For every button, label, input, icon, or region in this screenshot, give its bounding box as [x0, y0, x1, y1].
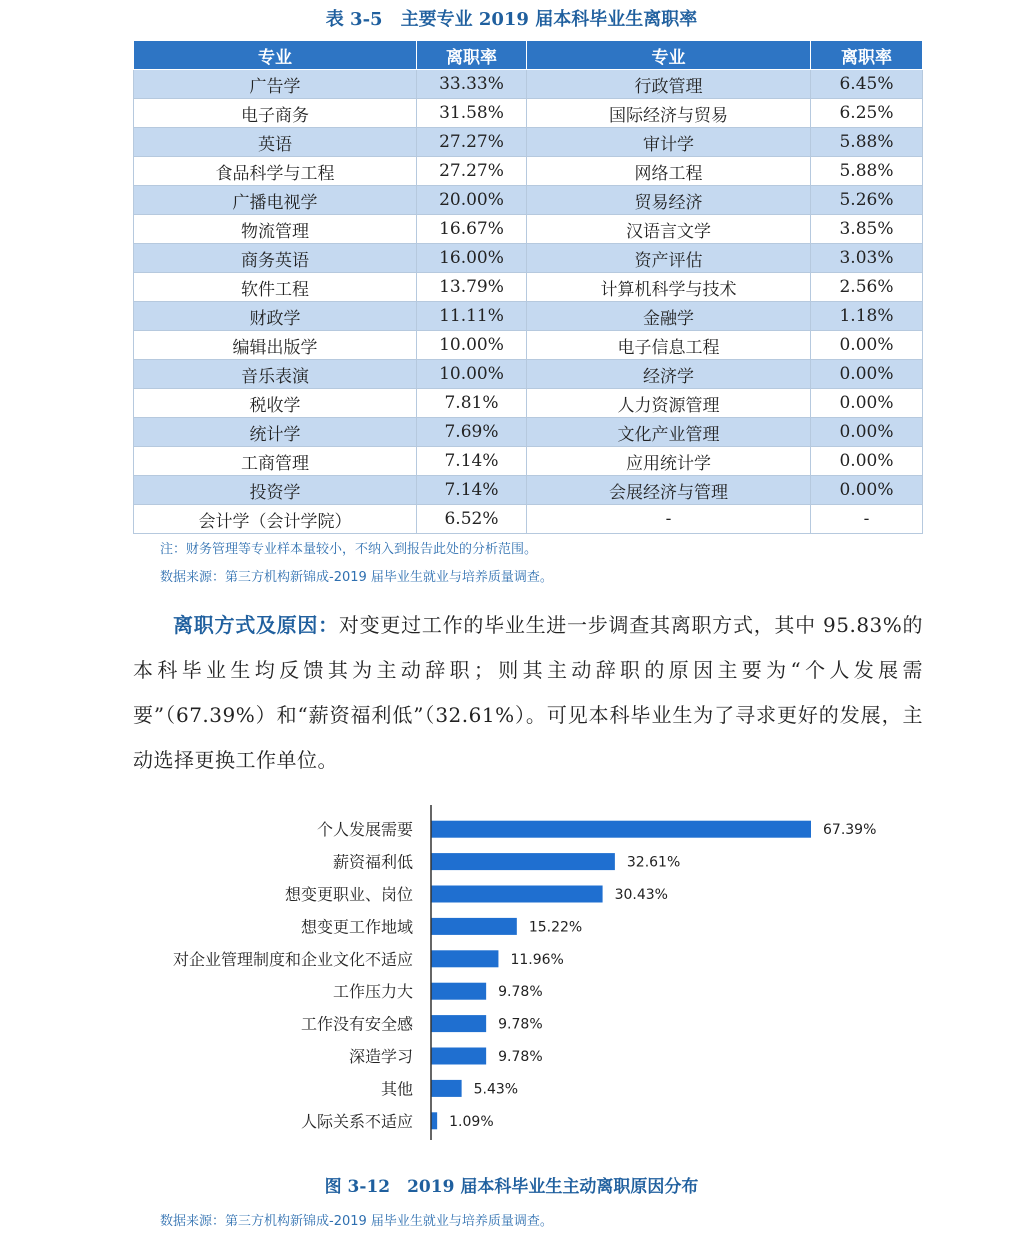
- bar: [431, 1080, 462, 1097]
- major-cell: -: [527, 505, 811, 534]
- major-cell: 广告学: [134, 70, 417, 99]
- table-row: [134, 447, 923, 476]
- value-label: 5.43%: [473, 1081, 519, 1098]
- value-label: 11.96%: [510, 951, 564, 968]
- rate-cell: 3.85%: [811, 215, 923, 244]
- table-note: 注：财务管理等专业样本量较小，不纳入到报告此处的分析范围。: [160, 542, 538, 557]
- category-label: 人际关系不适应: [300, 1111, 413, 1131]
- rate-cell: 13.79%: [417, 273, 527, 302]
- category-label: 其他: [380, 1079, 413, 1099]
- major-cell: 汉语言文学: [527, 215, 811, 244]
- bar: [431, 983, 486, 1000]
- table-row: [134, 157, 923, 186]
- table-row: [134, 128, 923, 157]
- bar: [431, 853, 615, 870]
- category-label: 对企业管理制度和企业文化不适应: [172, 949, 413, 969]
- major-cell: 软件工程: [134, 273, 417, 302]
- rate-cell: -: [811, 505, 923, 534]
- bar: [431, 886, 603, 903]
- category-label: 个人发展需要: [316, 820, 413, 840]
- category-label: 工作没有安全感: [300, 1014, 413, 1034]
- table-row: [134, 186, 923, 215]
- major-cell: 食品科学与工程: [134, 157, 417, 186]
- header-rate-1: 离职率: [417, 41, 527, 70]
- rate-cell: 33.33%: [417, 70, 527, 99]
- rate-cell: 0.00%: [811, 447, 923, 476]
- paragraph-lead: 离职方式及原因：: [173, 613, 339, 637]
- major-cell: 资产评估: [527, 244, 811, 273]
- major-cell: 计算机科学与技术: [527, 273, 811, 302]
- figure-title: 图 3-12 2019 届本科毕业生主动离职原因分布: [324, 1177, 699, 1197]
- major-cell: 人力资源管理: [527, 389, 811, 418]
- value-label: 9.78%: [498, 1016, 543, 1033]
- table-row: [134, 389, 923, 418]
- rate-cell: 6.25%: [811, 99, 923, 128]
- major-cell: 音乐表演: [134, 360, 417, 389]
- table-row: [134, 331, 923, 360]
- bar: [431, 950, 498, 967]
- major-cell: 会展经济与管理: [527, 476, 811, 505]
- major-cell: 文化产业管理: [527, 418, 811, 447]
- bar: [431, 1015, 486, 1032]
- major-cell: 电子信息工程: [527, 331, 811, 360]
- rate-cell: 7.14%: [417, 476, 527, 505]
- value-label: 15.22%: [528, 919, 583, 936]
- major-cell: 投资学: [134, 476, 417, 505]
- table-row: [134, 476, 923, 505]
- major-cell: 贸易经济: [527, 186, 811, 215]
- rate-cell: 1.18%: [811, 302, 923, 331]
- bar: [431, 821, 811, 838]
- rate-cell: 7.69%: [417, 418, 527, 447]
- major-cell: 会计学（会计学院）: [134, 505, 417, 534]
- rate-cell: 5.88%: [811, 157, 923, 186]
- table-row: [134, 273, 923, 302]
- major-cell: 广播电视学: [134, 186, 417, 215]
- rate-cell: 10.00%: [417, 331, 527, 360]
- figure-source: 数据来源：第三方机构新锦成-2019 届毕业生就业与培养质量调查。: [160, 1214, 553, 1229]
- value-label: 9.78%: [498, 1049, 543, 1065]
- rate-cell: 0.00%: [811, 476, 923, 505]
- body-paragraph: [133, 603, 923, 783]
- major-cell: 财政学: [134, 302, 417, 331]
- bar: [431, 1112, 437, 1129]
- category-label: 想变更职业、岗位: [284, 885, 413, 904]
- rate-cell: 11.11%: [417, 302, 527, 331]
- rate-cell: 0.00%: [811, 331, 923, 360]
- table-source: 数据来源：第三方机构新锦成-2019 届毕业生就业与培养质量调查。: [160, 570, 553, 585]
- rate-cell: 7.81%: [417, 389, 527, 418]
- major-cell: 物流管理: [134, 215, 417, 244]
- rate-cell: 5.88%: [811, 128, 923, 157]
- category-label: 工作压力大: [332, 982, 413, 1002]
- rate-cell: 0.00%: [811, 418, 923, 447]
- major-cell: 金融学: [527, 302, 811, 331]
- rate-cell: 6.45%: [811, 70, 923, 99]
- table-body: [134, 70, 923, 534]
- turnover-rate-table: [133, 40, 923, 534]
- major-cell: 电子商务: [134, 99, 417, 128]
- major-cell: 编辑出版学: [134, 331, 417, 360]
- rate-cell: 27.27%: [417, 128, 527, 157]
- rate-cell: 20.00%: [417, 186, 527, 215]
- major-cell: 英语: [134, 128, 417, 157]
- rate-cell: 16.00%: [417, 244, 527, 273]
- category-label: 深造学习: [348, 1047, 413, 1066]
- rate-cell: 10.00%: [417, 360, 527, 389]
- table-row: [134, 302, 923, 331]
- rate-cell: 27.27%: [417, 157, 527, 186]
- major-cell: 应用统计学: [527, 447, 811, 476]
- bar: [431, 1048, 486, 1065]
- rate-cell: 0.00%: [811, 360, 923, 389]
- rate-cell: 5.26%: [811, 186, 923, 215]
- table-row: [134, 215, 923, 244]
- value-label: 9.78%: [498, 984, 543, 1001]
- rate-cell: 6.52%: [417, 505, 527, 534]
- table-header-row: [134, 41, 923, 70]
- rate-cell: 16.67%: [417, 215, 527, 244]
- rate-cell: 7.14%: [417, 447, 527, 476]
- major-cell: 经济学: [527, 360, 811, 389]
- category-label: 想变更工作地域: [300, 917, 413, 937]
- table-row: [134, 99, 923, 128]
- major-cell: 商务英语: [134, 244, 417, 273]
- table-row: [134, 360, 923, 389]
- major-cell: 统计学: [134, 418, 417, 447]
- table-row: [134, 244, 923, 273]
- major-cell: 工商管理: [134, 447, 417, 476]
- table-row: [134, 418, 923, 447]
- major-cell: 税收学: [134, 389, 417, 418]
- value-label: 67.39%: [823, 822, 877, 839]
- paragraph-text: 对变更过工作的毕业生进一步调查其离职方式，其中 95.83%的本科毕业生均反馈其为主动辞职；则其主动辞职的原因主要为“个人发展需要”（67.39%）和“薪资福利低”（32.61%）。可见本科毕业生为了寻求更好的发展，主动选择更换工作单位。: [133, 613, 924, 772]
- table-title: 表 3-5 主要专业 2019 届本科毕业生离职率: [325, 9, 698, 30]
- header-major-1: 专业: [134, 41, 417, 70]
- rate-cell: 2.56%: [811, 273, 923, 302]
- rate-cell: 31.58%: [417, 99, 527, 128]
- major-cell: 行政管理: [527, 70, 811, 99]
- header-major-2: 专业: [527, 41, 811, 70]
- major-cell: 国际经济与贸易: [527, 99, 811, 128]
- rate-cell: 3.03%: [811, 244, 923, 273]
- value-label: 32.61%: [626, 854, 681, 871]
- major-cell: 网络工程: [527, 157, 811, 186]
- table-row: [134, 505, 923, 534]
- rate-cell: 0.00%: [811, 389, 923, 418]
- resignation-reasons-chart: [0, 795, 1023, 1140]
- bar: [431, 918, 517, 935]
- header-rate-2: 离职率: [811, 41, 923, 70]
- category-label: 薪资福利低: [332, 852, 413, 872]
- value-label: 30.43%: [614, 887, 668, 903]
- value-label: 1.09%: [449, 1113, 494, 1130]
- major-cell: 审计学: [527, 128, 811, 157]
- table-row: [134, 70, 923, 99]
